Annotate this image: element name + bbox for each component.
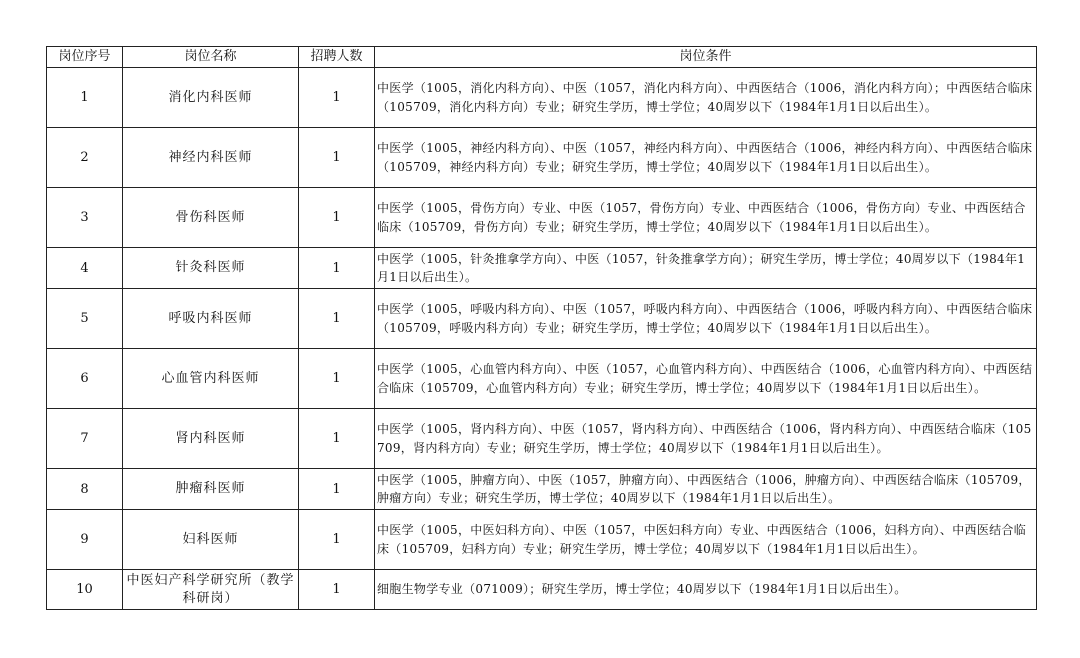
table-row bbox=[47, 248, 1037, 289]
row-seq: 3 bbox=[47, 188, 123, 248]
table-row bbox=[47, 68, 1037, 128]
header-condition: 岗位条件 bbox=[375, 47, 1037, 68]
row-position-name: 针灸科医师 bbox=[123, 248, 299, 289]
table-row bbox=[47, 188, 1037, 248]
row-condition: 中医学（1005，呼吸内科方向）、中医（1057，呼吸内科方向）、中西医结合（1006，呼吸内科方向）、中西医结合临床（105709，呼吸内科方向）专业；研究生学历，博士学位；40周岁以下（1984年1月1日以后出生）。 bbox=[375, 289, 1037, 349]
row-hire-count: 1 bbox=[299, 289, 375, 349]
row-hire-count: 1 bbox=[299, 409, 375, 469]
row-position-name: 中医妇产科学研究所（教学科研岗） bbox=[123, 570, 299, 610]
table-row bbox=[47, 570, 1037, 610]
row-hire-count: 1 bbox=[299, 469, 375, 510]
header-count: 招聘人数 bbox=[299, 47, 375, 68]
row-hire-count: 1 bbox=[299, 248, 375, 289]
table-header-row bbox=[47, 47, 1037, 68]
row-condition: 中医学（1005，肿瘤方向）、中医（1057，肿瘤方向）、中西医结合（1006，肿瘤方向）、中西医结合临床（105709，肿瘤方向）专业；研究生学历，博士学位；40周岁以下（1984年1月1日以后出生）。 bbox=[375, 469, 1037, 510]
row-hire-count: 1 bbox=[299, 349, 375, 409]
row-position-name: 肾内科医师 bbox=[123, 409, 299, 469]
row-position-name: 呼吸内科医师 bbox=[123, 289, 299, 349]
row-condition: 中医学（1005，中医妇科方向）、中医（1057，中医妇科方向）专业、中西医结合（1006，妇科方向）、中西医结合临床（105709，妇科方向）专业；研究生学历，博士学位；40周岁以下（1984年1月1日以后出生）。 bbox=[375, 510, 1037, 570]
row-seq: 9 bbox=[47, 510, 123, 570]
row-condition: 中医学（1005，心血管内科方向）、中医（1057，心血管内科方向）、中西医结合（1006，心血管内科方向）、中西医结合临床（105709，心血管内科方向）专业；研究生学历，博士学位；40周岁以下（1984年1月1日以后出生）。 bbox=[375, 349, 1037, 409]
row-seq: 4 bbox=[47, 248, 123, 289]
table-row bbox=[47, 469, 1037, 510]
row-seq: 10 bbox=[47, 570, 123, 610]
row-seq: 6 bbox=[47, 349, 123, 409]
table-row bbox=[47, 128, 1037, 188]
row-seq: 7 bbox=[47, 409, 123, 469]
row-condition: 中医学（1005，骨伤方向）专业、中医（1057，骨伤方向）专业、中西医结合（1006，骨伤方向）专业、中西医结合临床（105709，骨伤方向）专业；研究生学历，博士学位；40周岁以下（1984年1月1日以后出生）。 bbox=[375, 188, 1037, 248]
row-seq: 2 bbox=[47, 128, 123, 188]
row-position-name: 妇科医师 bbox=[123, 510, 299, 570]
row-position-name: 心血管内科医师 bbox=[123, 349, 299, 409]
row-position-name: 消化内科医师 bbox=[123, 68, 299, 128]
table-row bbox=[47, 510, 1037, 570]
table-row bbox=[47, 349, 1037, 409]
row-seq: 8 bbox=[47, 469, 123, 510]
row-seq: 1 bbox=[47, 68, 123, 128]
row-position-name: 骨伤科医师 bbox=[123, 188, 299, 248]
row-hire-count: 1 bbox=[299, 510, 375, 570]
table-row bbox=[47, 289, 1037, 349]
row-hire-count: 1 bbox=[299, 128, 375, 188]
row-condition: 中医学（1005，针灸推拿学方向）、中医（1057，针灸推拿学方向）；研究生学历，博士学位；40周岁以下（1984年1月1日以后出生）。 bbox=[375, 248, 1037, 289]
row-seq: 5 bbox=[47, 289, 123, 349]
header-name: 岗位名称 bbox=[123, 47, 299, 68]
job-positions-table bbox=[46, 46, 1037, 610]
row-condition: 中医学（1005，肾内科方向）、中医（1057，肾内科方向）、中西医结合（1006，肾内科方向）、中西医结合临床（105709，肾内科方向）专业；研究生学历，博士学位；40周岁以下（1984年1月1日以后出生）。 bbox=[375, 409, 1037, 469]
row-position-name: 肿瘤科医师 bbox=[123, 469, 299, 510]
row-hire-count: 1 bbox=[299, 68, 375, 128]
row-hire-count: 1 bbox=[299, 188, 375, 248]
table-row bbox=[47, 409, 1037, 469]
row-hire-count: 1 bbox=[299, 570, 375, 610]
row-condition: 细胞生物学专业（071009）；研究生学历，博士学位；40周岁以下（1984年1月1日以后出生）。 bbox=[375, 570, 1037, 610]
row-condition: 中医学（1005，神经内科方向）、中医（1057，神经内科方向）、中西医结合（1006，神经内科方向）、中西医结合临床（105709，神经内科方向）专业；研究生学历，博士学位；40周岁以下（1984年1月1日以后出生）。 bbox=[375, 128, 1037, 188]
row-condition: 中医学（1005，消化内科方向）、中医（1057，消化内科方向）、中西医结合（1006，消化内科方向）；中西医结合临床（105709，消化内科方向）专业；研究生学历，博士学位；40周岁以下（1984年1月1日以后出生）。 bbox=[375, 68, 1037, 128]
header-seq: 岗位序号 bbox=[47, 47, 123, 68]
row-position-name: 神经内科医师 bbox=[123, 128, 299, 188]
